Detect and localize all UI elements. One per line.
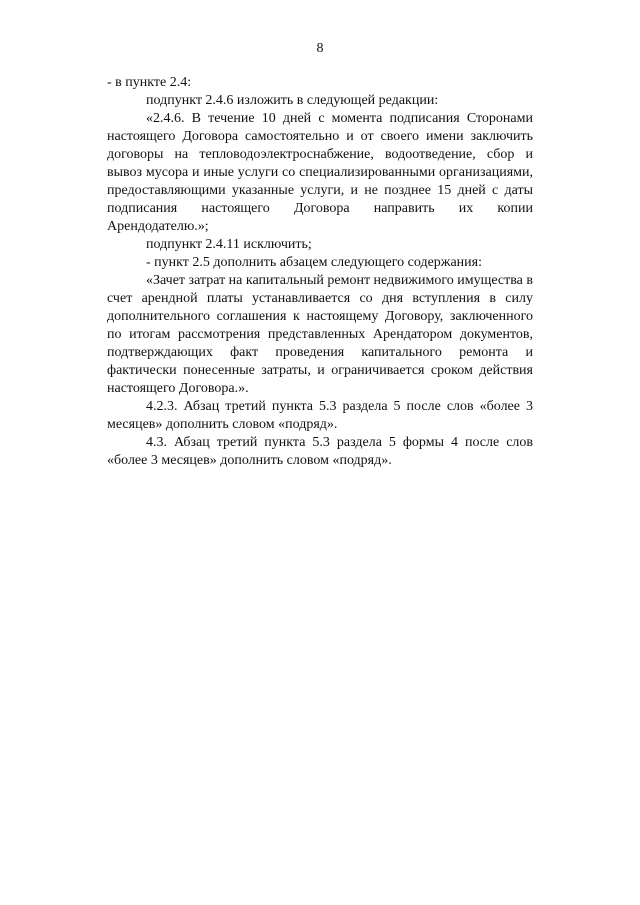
page-number: 8 bbox=[316, 41, 324, 56]
paragraph-4-2-3: 4.2.3. Абзац третий пункта 5.3 раздела 5 после слов «более 3 месяцев» дополнить словом «подряд». bbox=[107, 399, 533, 432]
paragraph-clause-2-5-intro: - пункт 2.5 дополнить абзацем следующего содержания: bbox=[146, 255, 482, 270]
paragraph-4-3: 4.3. Абзац третий пункта 5.3 раздела 5 формы 4 после слов «более 3 месяцев» дополнить словом «подряд». bbox=[107, 435, 533, 468]
paragraph-section-2-4: - в пункте 2.4: bbox=[107, 75, 192, 90]
paragraph-subclause-2-4-6-text: «2.4.6. В течение 10 дней с момента подписания Сторонами настоящего Договора самостоятельно и от своего имени заключить договоры на тепловодоэлектроснабжение, водоотведение, сбор и вывоз мусора и иные услуги со специализированными организациями, предоставляющими указанные услуги, и не позднее 15 дней с даты подписания настоящего Договора направить их копии Арендодателю.»; bbox=[107, 111, 533, 234]
paragraph-clause-2-5-text: «Зачет затрат на капитальный ремонт недвижимого имущества в счет арендной платы устанавливается со дня вступления в силу дополнительного соглашения к настоящему Договору, заключенного по итогам рассмотрения представленных Арендатором документов, подтверждающих факт проведения капитального ремонта и фактически понесенные затраты, и ограничивается сроком действия настоящего Договора.». bbox=[107, 273, 534, 396]
document-body bbox=[107, 74, 533, 470]
paragraph-subclause-2-4-11: подпункт 2.4.11 исключить; bbox=[146, 237, 312, 252]
paragraph-subclause-2-4-6-intro: подпункт 2.4.6 изложить в следующей редакции: bbox=[146, 93, 439, 108]
